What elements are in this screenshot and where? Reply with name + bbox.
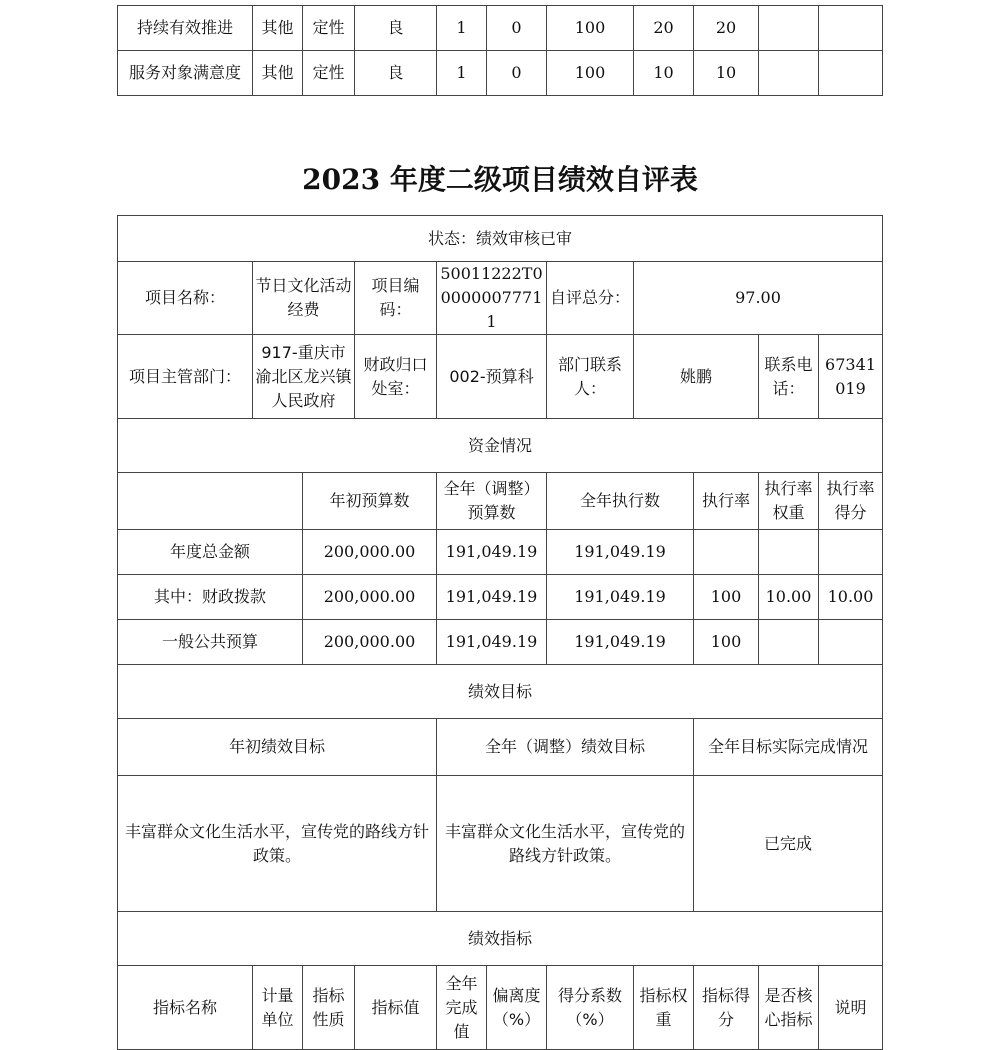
- evaluation-table: [117, 215, 883, 1050]
- goals-header: 绩效目标: [118, 665, 883, 719]
- funds-cell: 191,049.19: [437, 530, 547, 575]
- top-cell-c3: 100: [547, 51, 634, 96]
- goals-row: [118, 776, 883, 912]
- goals-col-1: 全年（调整）绩效目标: [437, 719, 694, 776]
- project-info-row: [118, 262, 883, 335]
- project-name-label: 项目名称：: [118, 262, 253, 335]
- funds-cell: 年度总金额: [118, 530, 303, 575]
- table-row: [118, 6, 883, 51]
- goals-col-2: 全年目标实际完成情况: [694, 719, 883, 776]
- top-cell-c1: 1: [437, 51, 487, 96]
- project-code: 50011222T000000077711: [437, 262, 547, 335]
- funds-cell: [759, 620, 819, 665]
- goals-cell-1: 丰富群众文化生活水平，宣传党的路线方针政策。: [437, 776, 694, 912]
- funds-col-1: 年初预算数: [303, 473, 437, 530]
- top-cell-c7: [819, 6, 883, 51]
- top-cell-c6: [759, 51, 819, 96]
- goals-header-row: [118, 665, 883, 719]
- top-cell-type: 其他: [253, 51, 303, 96]
- page-title: 2023 年度二级项目绩效自评表: [302, 163, 698, 196]
- funds-cell: 191,049.19: [547, 620, 694, 665]
- indicator-col-5: 偏离度（%）: [487, 966, 547, 1050]
- funds-cell: 100: [694, 620, 759, 665]
- indicator-col-4: 全年完成值: [437, 966, 487, 1050]
- funds-cell: 10.00: [819, 575, 883, 620]
- top-cell-c3: 100: [547, 6, 634, 51]
- funds-header-row: [118, 419, 883, 473]
- funds-col-3: 全年执行数: [547, 473, 694, 530]
- funds-cell: [694, 530, 759, 575]
- top-cell-nature: 定性: [303, 51, 355, 96]
- project-code-label: 项目编码：: [355, 262, 437, 335]
- dept-label: 项目主管部门：: [118, 335, 253, 419]
- top-cell-c5: 20: [694, 6, 759, 51]
- top-cell-c2: 0: [487, 6, 547, 51]
- funds-cell: 10.00: [759, 575, 819, 620]
- funds-cell: [759, 530, 819, 575]
- indicator-col-1: 计量单位: [253, 966, 303, 1050]
- funds-col-0: [118, 473, 303, 530]
- top-cell-c2: 0: [487, 51, 547, 96]
- top-cell-c6: [759, 6, 819, 51]
- finance-label: 财政归口处室：: [355, 335, 437, 419]
- funds-cell: 191,049.19: [547, 575, 694, 620]
- indicators-header: 绩效指标: [118, 912, 883, 966]
- status-text: 状态：绩效审核已审: [118, 216, 883, 262]
- status-row: [118, 216, 883, 262]
- top-cell-value: 良: [355, 51, 437, 96]
- indicator-col-10: 说明: [819, 966, 883, 1050]
- top-cell-c4: 20: [634, 6, 694, 51]
- top-indicator-table: [117, 5, 883, 96]
- finance-value: 002-预算科: [437, 335, 547, 419]
- funds-cell: 一般公共预算: [118, 620, 303, 665]
- funds-cell: 200,000.00: [303, 530, 437, 575]
- contact-label: 部门联系人：: [547, 335, 634, 419]
- top-cell-type: 其他: [253, 6, 303, 51]
- funds-cell: 100: [694, 575, 759, 620]
- indicator-col-6: 得分系数（%）: [547, 966, 634, 1050]
- indicator-col-2: 指标性质: [303, 966, 355, 1050]
- funds-cell: [819, 620, 883, 665]
- dept-info-row: [118, 335, 883, 419]
- indicator-col-3: 指标值: [355, 966, 437, 1050]
- goals-cell-2: 已完成: [694, 776, 883, 912]
- funds-header: 资金情况: [118, 419, 883, 473]
- funds-col-6: 执行率得分: [819, 473, 883, 530]
- funds-cell: 191,049.19: [437, 620, 547, 665]
- goals-col-0: 年初绩效目标: [118, 719, 437, 776]
- table-row: [118, 51, 883, 96]
- funds-col-2: 全年（调整）预算数: [437, 473, 547, 530]
- contact-value: 姚鹏: [634, 335, 759, 419]
- indicator-col-7: 指标权重: [634, 966, 694, 1050]
- phone-value: 67341019: [819, 335, 883, 419]
- funds-cell: 191,049.19: [547, 530, 694, 575]
- top-cell-c7: [819, 51, 883, 96]
- top-cell-name: 持续有效推进: [118, 6, 253, 51]
- funds-cell: [819, 530, 883, 575]
- table-row: [118, 530, 883, 575]
- indicator-col-8: 指标得分: [694, 966, 759, 1050]
- phone-label: 联系电话：: [759, 335, 819, 419]
- funds-col-5: 执行率权重: [759, 473, 819, 530]
- funds-col-4: 执行率: [694, 473, 759, 530]
- indicator-col-0: 指标名称: [118, 966, 253, 1050]
- top-cell-value: 良: [355, 6, 437, 51]
- funds-cell: 其中：财政拨款: [118, 575, 303, 620]
- top-cell-c4: 10: [634, 51, 694, 96]
- top-cell-name: 服务对象满意度: [118, 51, 253, 96]
- funds-cell: 200,000.00: [303, 575, 437, 620]
- indicators-header-row: [118, 912, 883, 966]
- table-row: [118, 575, 883, 620]
- funds-cell: 191,049.19: [437, 575, 547, 620]
- project-name: 节日文化活动经费: [253, 262, 355, 335]
- goals-cols-row: [118, 719, 883, 776]
- self-score-label: 自评总分：: [547, 262, 634, 335]
- indicator-col-9: 是否核心指标: [759, 966, 819, 1050]
- top-cell-nature: 定性: [303, 6, 355, 51]
- dept-value: 917-重庆市渝北区龙兴镇人民政府: [253, 335, 355, 419]
- top-cell-c1: 1: [437, 6, 487, 51]
- top-cell-c5: 10: [694, 51, 759, 96]
- self-score: 97.00: [634, 262, 883, 335]
- funds-cell: 200,000.00: [303, 620, 437, 665]
- indicators-cols-row: [118, 966, 883, 1050]
- funds-cols-row: [118, 473, 883, 530]
- goals-cell-0: 丰富群众文化生活水平，宣传党的路线方针政策。: [118, 776, 437, 912]
- table-row: [118, 620, 883, 665]
